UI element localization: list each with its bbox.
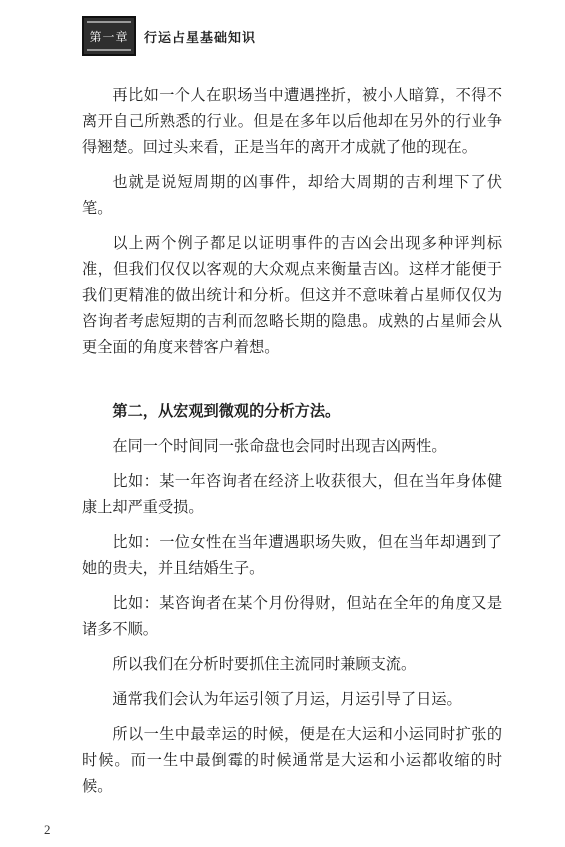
body-text [82,82,502,799]
paragraph: 所以我们在分析时要抓住主流同时兼顾支流。 [112,655,417,673]
chapter-badge [82,16,136,56]
paragraph: 在同一个时间同一张命盘也会同时出现吉凶两性。 [112,437,447,455]
chapter-label: 第一章 [89,29,129,44]
paragraph: 以上两个例子都足以证明事件的吉凶会出现多种评判标准，但我们仅仅以客观的大众观点来衡量吉凶。这样才能便于我们更精准的做出统计和分析。但这并不意味着占星师仅仅为咨询者考虑短期的吉利而忽略长期的隐患。成熟的占星师会从更全面的角度来替客户着想。 [82,234,502,356]
paragraph: 比如：某咨询者在某个月份得财，但站在全年的角度又是诸多不顺。 [82,594,502,638]
section-heading: 第二，从宏观到微观的分析方法。 [112,402,341,420]
page-number: 2 [44,822,51,837]
paragraph: 比如：某一年咨询者在经济上收获很大，但在当年身体健康上却严重受损。 [82,472,502,516]
paragraph: 再比如一个人在职场当中遭遇挫折，被小人暗算，不得不离开自己所熟悉的行业。但是在多年以后他却在另外的行业争得翘楚。回过头来看，正是当年的离开才成就了他的现在。 [82,86,502,156]
chapter-header [82,16,256,56]
paragraph: 通常我们会认为年运引领了月运，月运引导了日运。 [112,690,462,708]
paragraph: 比如：一位女性在当年遭遇职场失败，但在当年却遇到了她的贵夫，并且结婚生子。 [82,533,502,577]
chapter-title: 行运占星基础知识 [144,30,257,46]
paragraph: 也就是说短周期的凶事件，却给大周期的吉利埋下了伏笔。 [82,173,502,217]
paragraph: 所以一生中最幸运的时候，便是在大运和小运同时扩张的时候。而一生中最倒霉的时候通常是大运和小运都收缩的时候。 [82,725,502,795]
